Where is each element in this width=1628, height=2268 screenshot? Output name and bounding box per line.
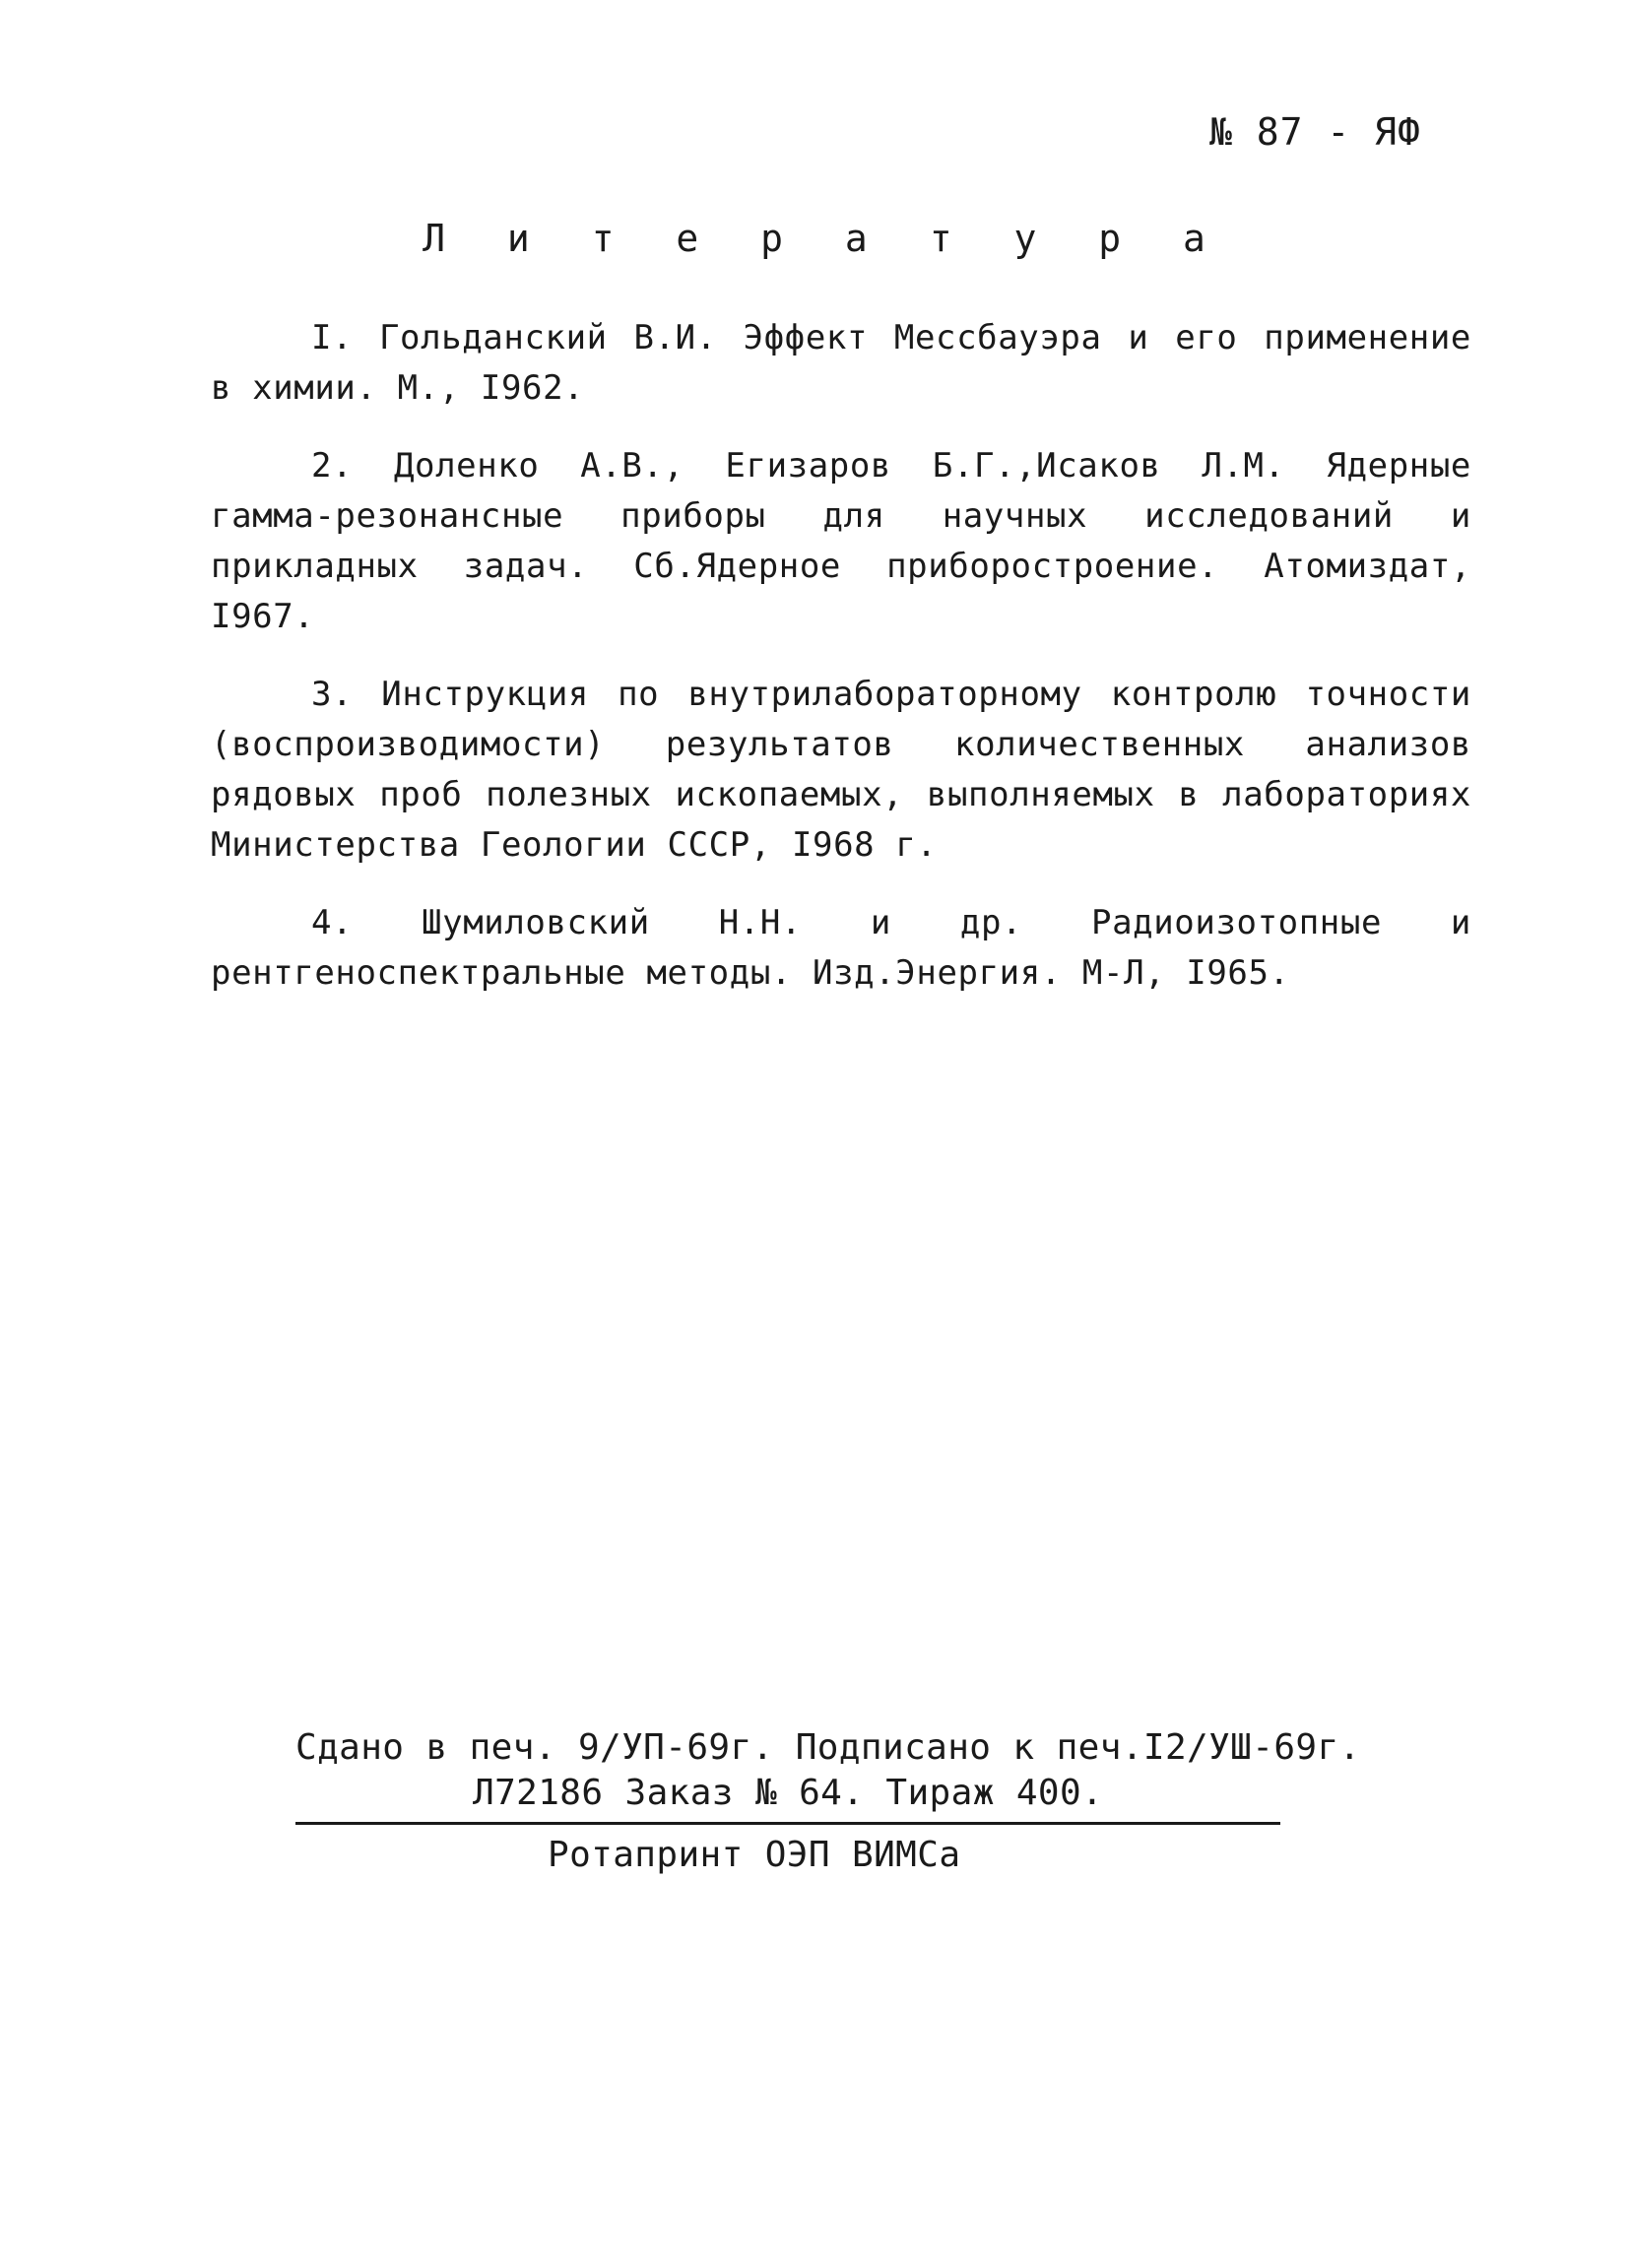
page-title: Л и т е р а т у р а — [423, 217, 1225, 260]
imprint-divider — [295, 1822, 1280, 1825]
reference-item-1: I. Гольданский В.И. Эффект Мессбауэра и его применение в химии. М., I962. — [211, 318, 1471, 408]
reference-list — [211, 313, 1471, 1026]
imprint-order-info: Л72186 Заказ № 64. Тираж 400. — [473, 1773, 1104, 1813]
document-number: № 87 - ЯФ — [1209, 110, 1421, 154]
reference-item-3: 3. Инструкция по внутрилабораторному контролю точности (воспроизводимости) результатов количественных анализов рядовых проб полезных ископаемых, выполняемых в лабораториях Министерства Геологии СССР, I968 г. — [211, 675, 1471, 865]
imprint-printer: Ротапринт ОЭП ВИМСа — [548, 1835, 961, 1875]
reference-item-4: 4. Шумиловский Н.Н. и др. Радиоизотопные и рентгеноспектральные методы. Изд.Энергия. М-Л, I965. — [211, 903, 1471, 993]
reference-item-2: 2. Доленко А.В., Егизаров Б.Г.,Исаков Л.М. Ядерные гамма-резонансные приборы для научных исследований и прикладных задач. Сб.Ядерное приборостроение. Атомиздат, I967. — [211, 446, 1471, 636]
imprint-print-dates: Сдано в печ. 9/УП-69г. Подписано к печ.I2/УШ-69г. — [295, 1727, 1361, 1768]
imprint-block — [295, 1725, 1361, 1880]
